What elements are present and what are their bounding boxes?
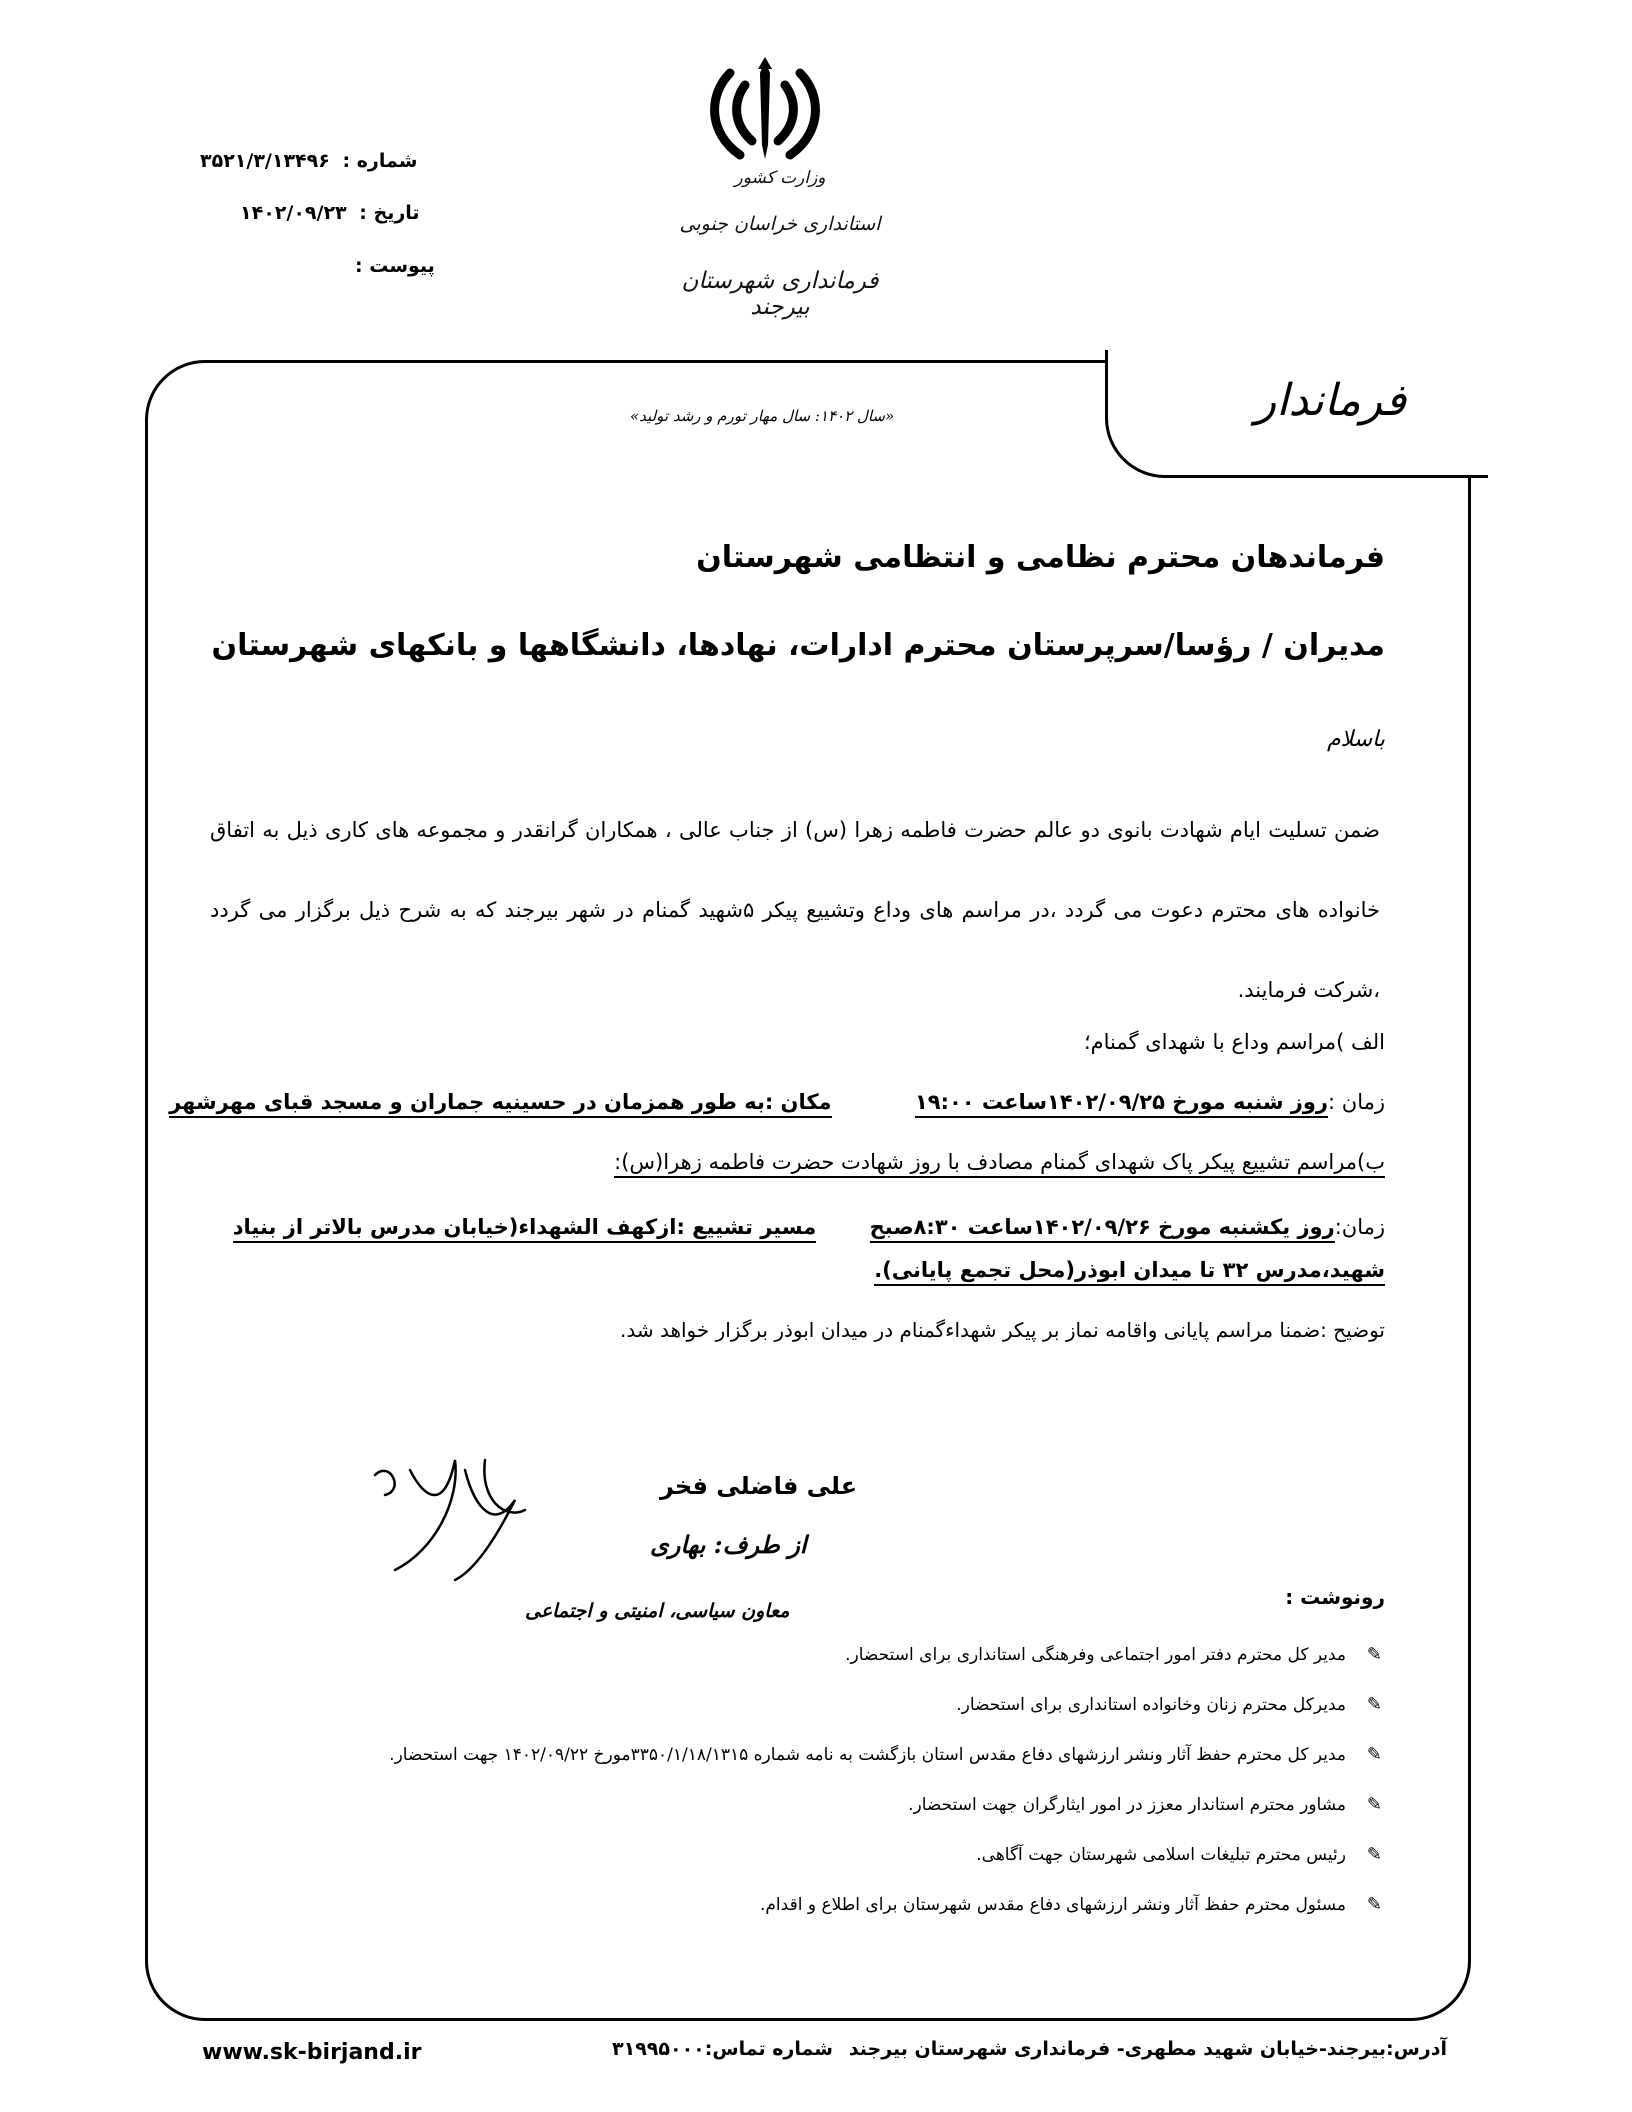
letter-date bbox=[240, 202, 420, 224]
cc-item: ✎ مشاور محترم استاندار معزز در امور ایثارگران جهت استحضار. bbox=[389, 1780, 1382, 1830]
pen-icon: ✎ bbox=[1366, 1894, 1382, 1915]
section-a-place-value: مکان :به طور همزمان در حسینیه جماران و مسجد قبای مهرشهر bbox=[169, 1090, 831, 1118]
note: توضیح :ضمنا مراسم پایانی واقامه نماز بر پیکر شهداءگمنام در میدان ابوذر برگزار خواهد شد. bbox=[619, 1318, 1385, 1342]
letter-date-value: ۱۴۰۲/۰۹/۲۳ bbox=[240, 202, 347, 224]
section-a-title: الف )مراسم وداع با شهدای گمنام؛ bbox=[1083, 1030, 1385, 1054]
cc-item: ✎ مدیر کل محترم حفظ آثار ونشر ارزشهای دفاع مقدس استان بازگشت به نامه شماره ۳۳۵۰/۱/۱۸/۱۳۱۵مورخ ۱۴۰۲/۰۹/۲۲ جهت استحضار. bbox=[389, 1730, 1382, 1780]
letter-number bbox=[200, 150, 417, 172]
section-b-time-value: روز یکشنبه مورخ ۱۴۰۲/۰۹/۲۶ساعت ۸:۳۰صبح bbox=[870, 1215, 1335, 1243]
greeting: باسلام bbox=[1326, 727, 1385, 752]
section-b-time-label: زمان: bbox=[1334, 1215, 1385, 1239]
recipient-line-2: مدیران / رؤسا/سرپرستان محترم ادارات، نهادها، دانشگاهها و بانکهای شهرستان bbox=[211, 628, 1385, 663]
section-b-route-continued: شهید،مدرس ۳۲ تا میدان ابوذر(محل تجمع پایانی). bbox=[874, 1258, 1385, 1286]
letter-number-value: ۳۵۲۱/۳/۱۳۴۹۶ bbox=[200, 150, 330, 172]
cc-list bbox=[389, 1630, 1382, 1930]
cc-item: ✎ رئیس محترم تبلیغات اسلامی شهرستان جهت آگاهی. bbox=[389, 1830, 1382, 1880]
ministry-line-2: استانداری خراسان جنوبی bbox=[679, 213, 881, 235]
signatory-title: معاون سیاسی، امنیتی و اجتماعی bbox=[525, 1600, 790, 1622]
cc-item: ✎ مدیرکل محترم زنان وخانواده استانداری برای استحضار. bbox=[389, 1680, 1382, 1730]
pen-icon: ✎ bbox=[1366, 1794, 1382, 1815]
pen-icon: ✎ bbox=[1366, 1744, 1382, 1765]
letter-date-label: تاریخ : bbox=[359, 202, 420, 224]
pen-icon: ✎ bbox=[1366, 1644, 1382, 1665]
section-b-details bbox=[233, 1215, 1385, 1239]
ministry-line-1: وزارت کشور bbox=[734, 168, 826, 188]
cc-item: ✎ مدیر کل محترم دفتر امور اجتماعی وفرهنگی استانداری برای استحضار. bbox=[389, 1630, 1382, 1680]
letter-attachment-label: پیوست : bbox=[355, 255, 435, 277]
letter-number-label: شماره : bbox=[342, 150, 418, 172]
pen-icon: ✎ bbox=[1366, 1694, 1382, 1715]
section-a-time-value: روز شنبه مورخ ۱۴۰۲/۰۹/۲۵ساعت ۱۹:۰۰ bbox=[915, 1090, 1328, 1118]
recipient-line-1: فرماندهان محترم نظامی و انتظامی شهرستان bbox=[696, 540, 1385, 575]
ministry-line-3: فرمانداری شهرستان بیرجند bbox=[681, 268, 879, 320]
signatory-name: علی فاضلی فخر bbox=[660, 1472, 858, 1500]
letter-attachment bbox=[355, 255, 435, 277]
pen-icon: ✎ bbox=[1366, 1844, 1382, 1865]
footer-address: آدرس:بیرجند-خیابان شهید مطهری- فرمانداری شهرستان بیرجند bbox=[848, 2038, 1447, 2060]
footer-phone: شماره تماس:۳۱۹۹۵۰۰۰ bbox=[612, 2038, 833, 2060]
body-paragraph: ضمن تسلیت ایام شهادت بانوی دو عالم حضرت فاطمه زهرا (س) از جناب عالی ، همکاران گرانقدر و مجموعه های کاری ذیل به اتفاق خانواده های محترم دعوت می گردد ،در مراسم های وداع وتشییع پیکر ۵شهید گمنام در شهر بیرجند که به شرح ذیل برگزار می گردد ،شرکت فرمایند. bbox=[210, 818, 1380, 1002]
section-a-details bbox=[169, 1090, 1385, 1114]
governor-mark: فرماندار bbox=[1255, 375, 1407, 426]
section-b-title: ب)مراسم تشییع پیکر پاک شهدای گمنام مصادف با روز شهادت حضرت فاطمه زهرا(س): bbox=[614, 1150, 1385, 1178]
section-a-time-label: زمان : bbox=[1328, 1090, 1385, 1114]
section-b-route-value: مسیر تشییع :ازکهف الشهداء(خیابان مدرس بالاتر از بنیاد bbox=[233, 1215, 817, 1243]
handwritten-signature-icon bbox=[355, 1440, 535, 1590]
signatory-on-behalf: از طرف: بهاری bbox=[650, 1530, 807, 1559]
cc-item: ✎ مسئول محترم حفظ آثار ونشر ارزشهای دفاع مقدس شهرستان برای اطلاع و اقدام. bbox=[389, 1880, 1382, 1930]
footer-website-link[interactable]: www.sk-birjand.ir bbox=[202, 2040, 422, 2065]
year-slogan: «سال ۱۴۰۲: سال مهار تورم و رشد تولید» bbox=[630, 407, 895, 425]
cc-title: رونوشت : bbox=[1285, 1585, 1385, 1609]
iran-emblem-icon bbox=[700, 55, 830, 165]
